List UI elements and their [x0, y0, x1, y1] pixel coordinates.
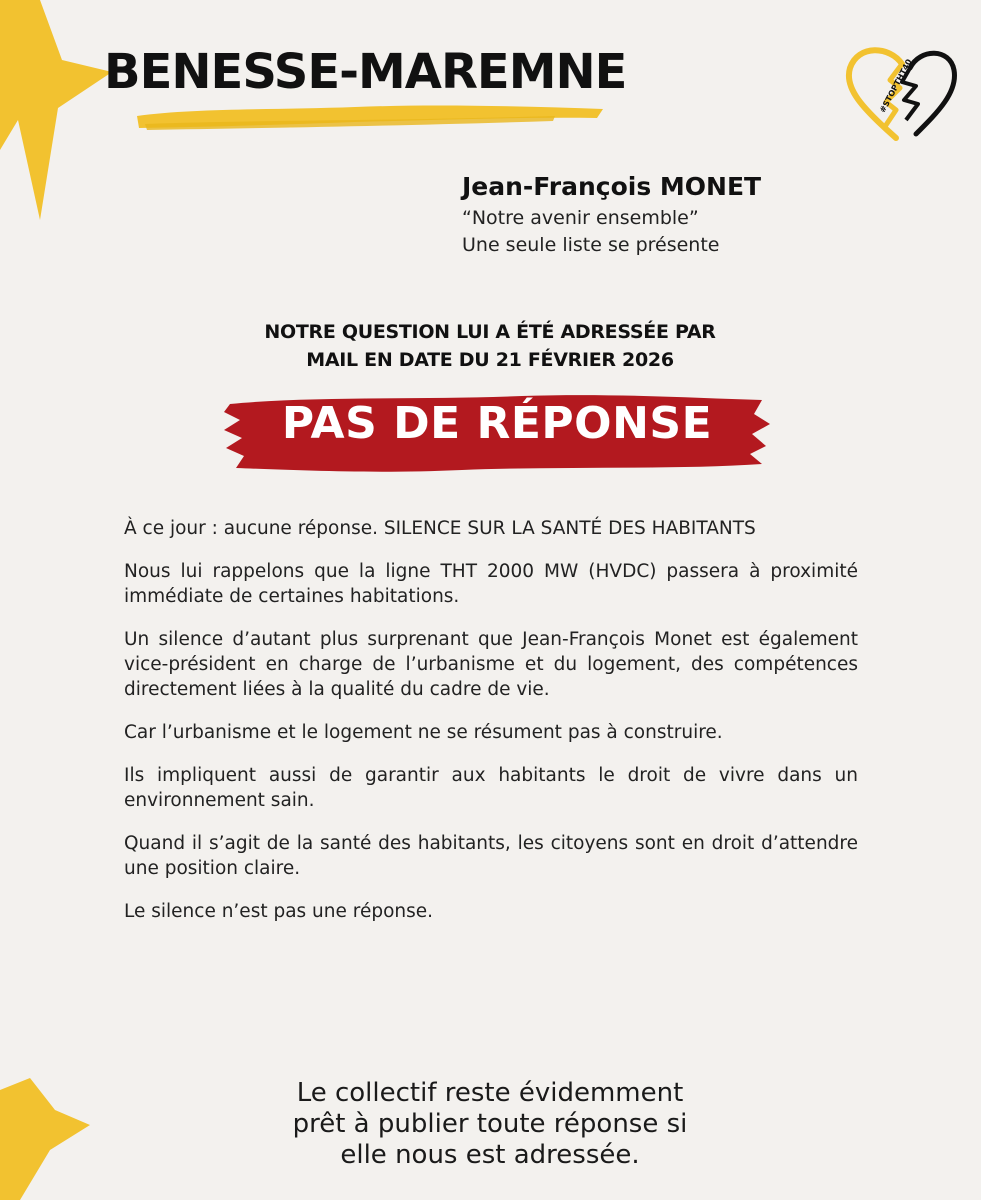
yellow-star-decoration-bottom — [0, 1050, 90, 1200]
question-line-1: NOTRE QUESTION LUI A ÉTÉ ADRESSÉE PAR — [264, 321, 716, 343]
question-heading — [150, 318, 830, 374]
yellow-star-decoration-top — [0, 0, 130, 240]
body-text — [124, 516, 858, 942]
candidate-name: Jean-François MONET — [462, 172, 762, 201]
paragraph: À ce jour : aucune réponse. SILENCE SUR LA SANTÉ DES HABITANTS — [124, 518, 756, 539]
candidate-note: Une seule liste se présente — [462, 234, 720, 256]
paragraph: Un silence d’autant plus surprenant que Jean-François Monet est également vice-président en charge de l’urbanisme et du logement, des compétences directement liées à la qualité du cadre de vie. — [124, 629, 858, 700]
paragraph: Ils impliquent aussi de garantir aux habitants le droit de vivre dans un environnement sain. — [124, 765, 858, 811]
footer-line-2: prêt à publier toute réponse si — [292, 1109, 688, 1139]
paragraph: Car l’urbanisme et le logement ne se résument pas à construire. — [124, 722, 723, 743]
question-line-2: MAIL EN DATE DU 21 FÉVRIER 2026 — [306, 349, 674, 371]
paragraph: Nous lui rappelons que la ligne THT 2000 MW (HVDC) passera à proximité immédiate de certaines habitations. — [124, 561, 858, 607]
footer-statement — [190, 1078, 790, 1171]
title-brush-underline — [135, 100, 605, 132]
no-response-label: PAS DE RÉPONSE — [281, 398, 713, 449]
candidate-block — [462, 172, 761, 259]
logo-hashtag: #STOPTHT40 — [878, 57, 914, 115]
page-title: BENESSE-MAREMNE — [104, 44, 627, 100]
paragraph: Le silence n’est pas une réponse. — [124, 901, 434, 922]
candidate-list-name: “Notre avenir ensemble” — [462, 207, 699, 229]
broken-heart-lightning-logo — [840, 42, 960, 152]
paragraph: Quand il s’agit de la santé des habitants, les citoyens sont en droit d’attendre une position claire. — [124, 833, 858, 879]
footer-line-3: elle nous est adressée. — [340, 1140, 640, 1170]
footer-line-1: Le collectif reste évidemment — [296, 1078, 684, 1108]
